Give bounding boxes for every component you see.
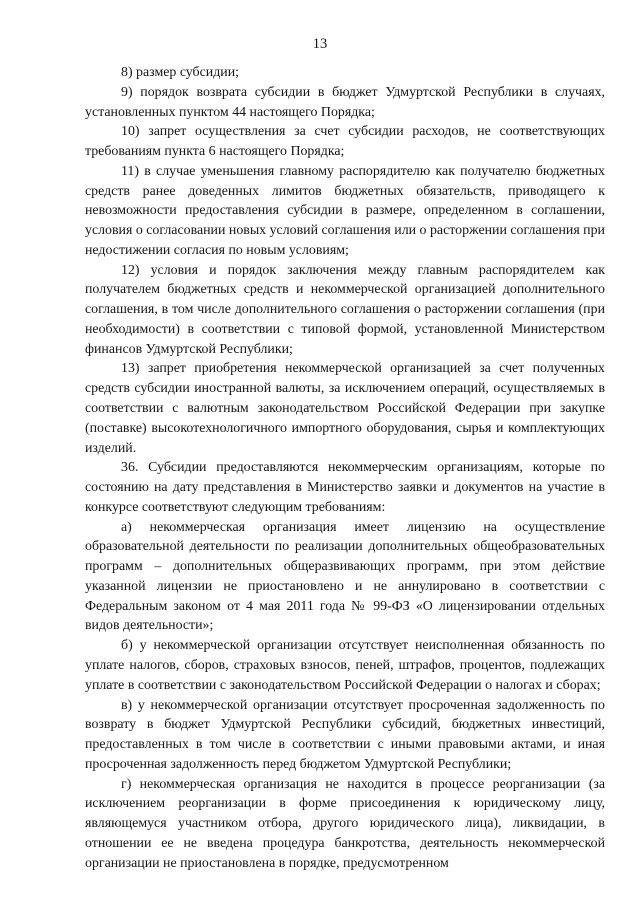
page-number: 13 <box>312 36 328 52</box>
paragraph-item-9: 9) порядок возврата субсидии в бюджет Удмуртской Республики в случаях, установленных пунктом 44 настоящего Порядка; <box>85 84 605 120</box>
paragraph-item-11: 11) в случае уменьшения главному распорядителю как получателю бюджетных средств ранее доведенных лимитов бюджетных обязательств, приводящего к невозможности предоставления субсидии в размере, определенном в соглашении, условия о согласовании новых условий соглашения или о расторжении соглашения при недостижении согласия по новым условиям; <box>85 163 605 258</box>
paragraph-requirement-b: б) у некоммерческой организации отсутствует неисполненная обязанность по уплате налогов, сборов, страховых взносов, пеней, штрафов, процентов, подлежащих уплате в соответствии с законодательством Российской Федерации о налогах и сборах; <box>85 638 605 693</box>
paragraph-item-12: 12) условия и порядок заключения между главным распорядителем как получателем бюджетных средств и некоммерческой организацией дополнительного соглашения, в том числе дополнительного соглашения о расторжении соглашения (при необходимости) в соответствии с типовой формой, установленной Министерством финансов Удмуртской Республики; <box>85 262 605 357</box>
paragraph-requirement-a: а) некоммерческая организация имеет лицензию на осуществление образовательной деятельности по реализации дополнительных общеобразовательных программ – дополнительных общеразвивающих программ, при этом действие указанной лицензии не приостановлено и не аннулировано в соответствии с Федеральным законом от 4 мая 2011 года № 99-ФЗ «О лицензировании отдельных видов деятельности»; <box>85 519 605 634</box>
paragraph-item-10: 10) запрет осуществления за счет субсидии расходов, не соответствующих требованиям пункта 6 настоящего Порядка; <box>85 124 605 160</box>
paragraph-requirement-v: в) у некоммерческой организации отсутствует просроченная задолженность по возврату в бюджет Удмуртской Республики субсидий, бюджетных инвестиций, предоставленных в том числе в соответствии с иными правовыми актами, и иная просроченная задолженность перед бюджетом Удмуртской Республики; <box>85 697 605 772</box>
paragraph-item-8: 8) размер субсидии; <box>121 65 240 80</box>
paragraph-clause-36: 36. Субсидии предоставляются некоммерческим организациям, которые по состоянию на дату представления в Министерство заявки и документов на участие в конкурсе соответствуют следующим требованиям: <box>85 460 605 515</box>
document-body <box>85 63 605 873</box>
paragraph-item-13: 13) запрет приобретения некоммерческой организацией за счет полученных средств субсидии иностранной валюты, за исключением операций, осуществляемых в соответствии с валютным законодательством Российской Федерации при закупке (поставке) высокотехнологичного импортного оборудования, сырья и комплектующих изделий. <box>85 361 605 456</box>
paragraph-requirement-g: г) некоммерческая организация не находится в процессе реорганизации (за исключением реорганизации в форме присоединения к юридическому лицу, являющемуся участником отбора, другого юридического лица), ликвидации, в отношении ее не введена процедура банкротства, деятельность некоммерческой организации не приостановлена в порядке, предусмотренном <box>85 776 605 871</box>
